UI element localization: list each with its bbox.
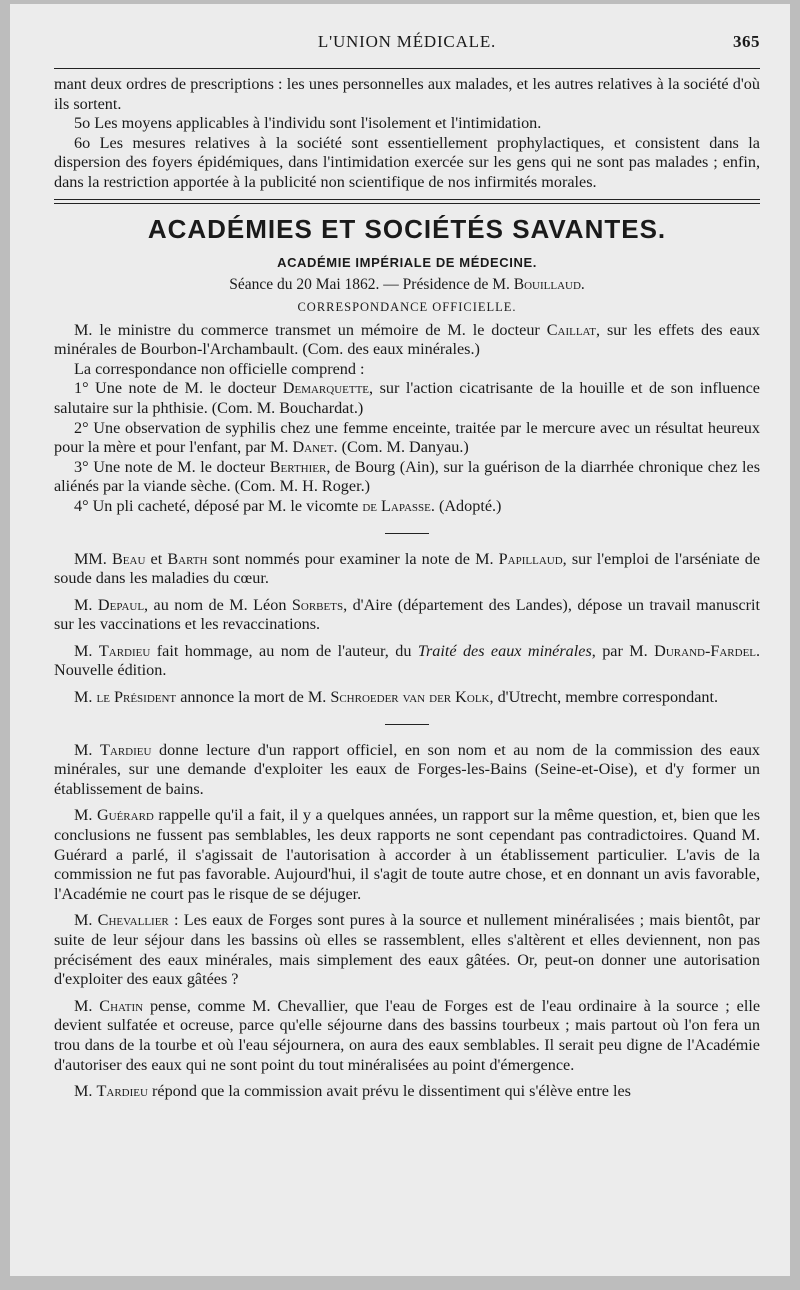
page-number: 365 (733, 32, 760, 51)
journal-page (10, 4, 790, 1276)
paragraph-president: M. le Président annonce la mort de M. Schroeder van der Kolk, d'Utrecht, membre correspondant. (74, 688, 719, 707)
paragraph-item-1: 1° Une note de M. le docteur Demarquette, sur l'action cicatrisante de la houille et de son influence salutaire sur la phthisie. (Com. M. Bouchardat.) (54, 379, 760, 417)
section-title: ACADÉMIES ET SOCIÉTÉS SAVANTES. (147, 213, 667, 244)
short-divider-2 (385, 724, 429, 725)
intro-paragraph-1: mant deux ordres de prescriptions : les unes personnelles aux malades, et les autres relatives à la société d'où ils sortent. (54, 75, 760, 113)
session-text: Séance du 20 Mai 1862. — Présidence de M. (229, 275, 510, 293)
paragraph-depaul: M. Depaul, au nom de M. Léon Sorbets, d'Aire (département des Landes), dépose un travail manuscrit sur les vaccinations et les revaccinations. (54, 595, 761, 634)
short-divider-1 (385, 533, 429, 534)
header-rule (54, 68, 760, 69)
section-divider (54, 199, 760, 204)
paragraph-guerard: M. Guérard rappelle qu'il a fait, il y a quelques années, un rapport sur la même question, et, bien que les conclusions ne fussent pas semblables, les deux rapports ne sont cependant pas contradictoires. Quand M. Guérard a parlé, il s'agissait de l'autorisation à accorder à un établissement particulier. L'avis de la commission ne fut pas favorable. Aujourd'hui, il s'agit de toute autre chose, et en donnant un avis favorable, l'Académie ne court pas le risque de se déjuger. (54, 806, 760, 903)
intro-paragraph-3: 6o Les mesures relatives à la société sont essentiellement prophylactiques, et consistent dans la dispersion des foyers épidémiques, dans l'intimidation exercée sur les gens qui ne sont pas malades ; enfin, dans la restriction apportée à la publicité non scientifique de nos infirmités morales. (54, 133, 760, 191)
session-president: Bouillaud. (513, 275, 585, 293)
paragraph-minister: M. le ministre du commerce transmet un mémoire de M. le docteur Caillat, sur les effets des eaux minérales de Bourbon-l'Archambault. (Com. des eaux minérales.) (54, 320, 761, 359)
paragraph-tardieu-hommage: M. Tardieu fait hommage, au nom de l'auteur, du Traité des eaux minérales, par M. Durand-Fardel. Nouvelle édition. (54, 641, 761, 680)
paragraph-chevallier: M. Chevallier : Les eaux de Forges sont pures à la source et nullement minéralisées ; mais bientôt, par suite de leur séjour dans les bassins où elles se rassemblent, elles s'altèrent et elles deviennent, non pas précisément des eaux minérales, mais simplement des eaux gâtées. Or, peut-on donner une autorisation d'exploiter des eaux gâtées ? (54, 911, 761, 989)
paragraph-item-4: 4° Un pli cacheté, déposé par M. le vicomte de Lapasse. (Adopté.) (74, 496, 502, 515)
paragraph-tardieu-report: M. Tardieu donne lecture d'un rapport officiel, en son nom et au nom de la commission des eaux minérales, sur une demande d'exploiter les eaux de Forges-les-Bains (Seine-et-Oise), et d'y former un établissement de bains. (54, 740, 761, 798)
paragraph-tardieu-reply: M. Tardieu répond que la commission avait prévu le dissentiment qui s'élève entre les (74, 1082, 631, 1101)
paragraph-correspondence-intro: La correspondance non officielle comprend : (74, 359, 365, 378)
academy-heading: ACADÉMIE IMPÉRIALE DE MÉDECINE. (277, 254, 537, 270)
running-head (54, 32, 760, 60)
session-line (54, 276, 760, 294)
journal-title: L'UNION MÉDICALE. (317, 32, 497, 51)
paragraph-commission: MM. Beau et Barth sont nommés pour examiner la note de M. Papillaud, sur l'emploi de l'arséniate de soude dans les maladies du cœur. (54, 549, 761, 588)
paragraph-chatin: M. Chatin pense, comme M. Chevallier, que l'eau de Forges est de l'eau ordinaire à la source ; elle devient sulfatée et ocreuse, parce qu'elle séjourne dans des bassins tourbeux ; mais partout où l'on fera un trou dans de la tourbe et où l'eau séjournera, on aura des eaux semblables. Il serait peu digne de l'Académie d'autoriser des eaux qui ne sont point du tout minéralisées au point d'émergence. (54, 996, 761, 1074)
paragraph-item-2: 2° Une observation de syphilis chez une femme enceinte, traitée par le mercure avec un résultat heureux pour la mère et pour l'enfant, par M. Danet. (Com. M. Danyau.) (54, 418, 760, 457)
paragraph-item-3: 3° Une note de M. le docteur Berthier, de Bourg (Ain), sur la guérison de la diarrhée chronique chez les aliénés par la viande sèche. (Com. M. H. Roger.) (54, 457, 760, 496)
intro-paragraph-2: 5o Les moyens applicables à l'individu sont l'isolement et l'intimidation. (74, 114, 542, 133)
correspondence-heading: CORRESPONDANCE OFFICIELLE. (297, 299, 517, 314)
